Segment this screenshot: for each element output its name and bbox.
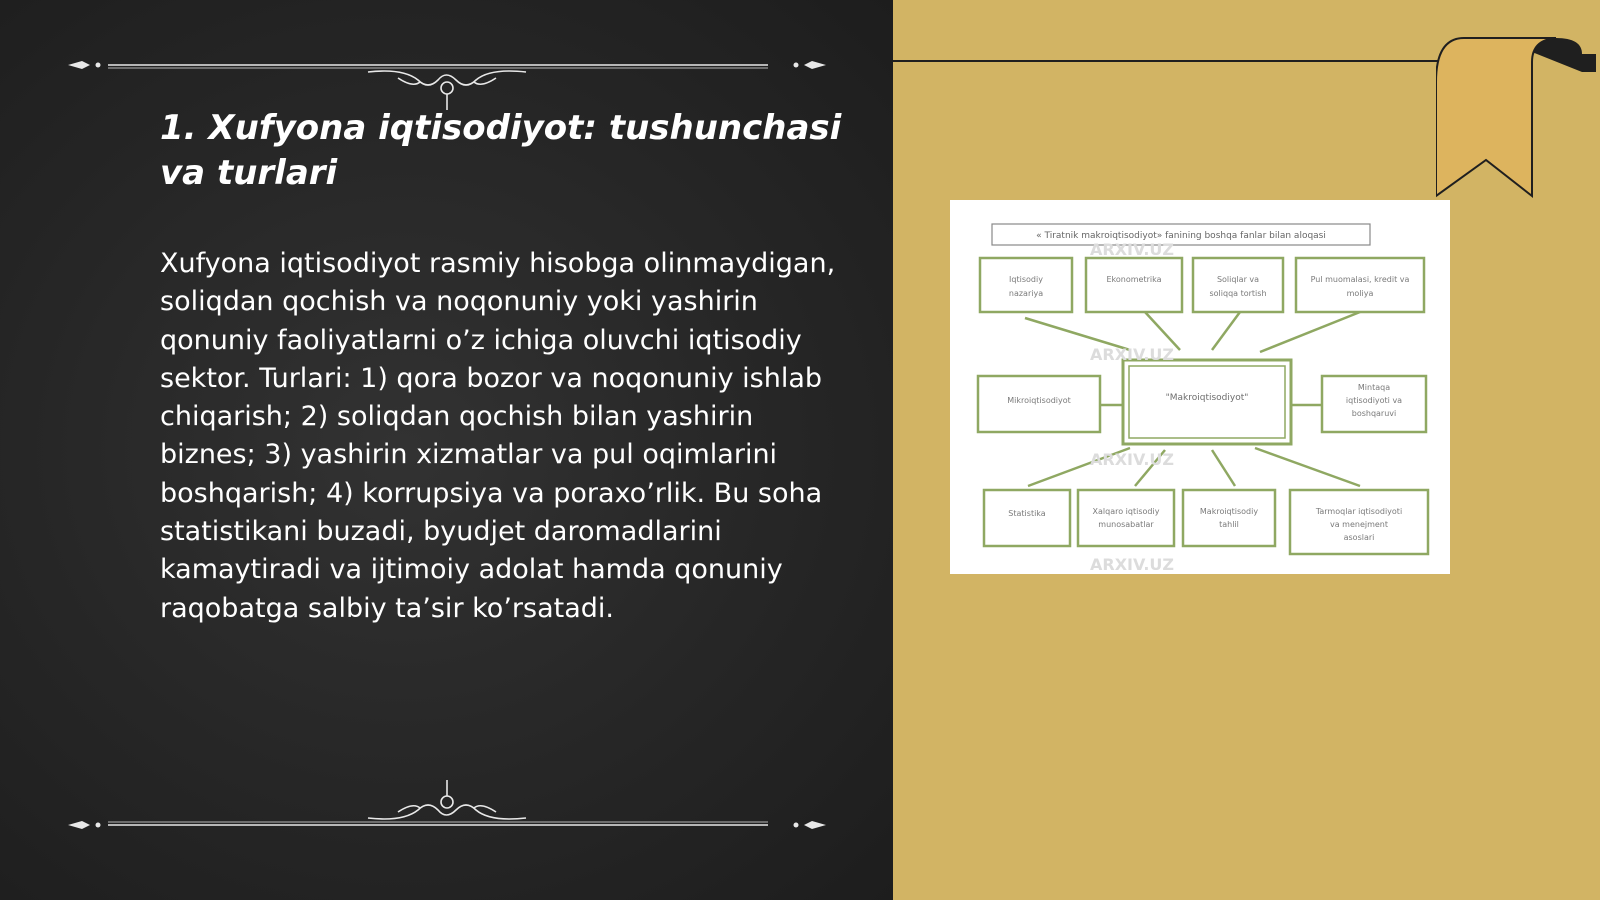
watermark-text-4: ARXIV.UZ <box>1090 555 1174 574</box>
node-top-3: Soliqlar va <box>1216 275 1260 284</box>
watermark-text-3: ARXIV.UZ <box>1090 450 1174 469</box>
node-bottom-3: Makroiqtisodiy <box>1199 507 1259 516</box>
bottom-ornament-divider <box>68 772 826 832</box>
watermark-text-1: ARXIV.UZ <box>1090 240 1174 259</box>
node-bottom-2: Xalqaro iqtisodiy <box>1092 507 1160 516</box>
node-top-4: Pul muomalasi, kredit va <box>1310 275 1410 284</box>
node-bottom-2-line2: munosabatlar <box>1098 520 1154 529</box>
node-bottom-4: Tarmoqlar iqtisodiyoti <box>1315 507 1403 516</box>
node-top-4-line2: moliya <box>1346 289 1374 298</box>
node-bottom-4-line2: va menejment <box>1329 520 1389 529</box>
relationship-diagram <box>950 200 1450 574</box>
node-bottom-1: Statistika <box>1008 509 1046 518</box>
node-top-1-line2: nazariya <box>1008 289 1044 298</box>
node-left: Mikroiqtisodiyot <box>1007 396 1071 405</box>
slide-body-text: Xufyona iqtisodiyot rasmiy hisobga olinmaydigan, soliqdan qochish va noqonuniy yoki yashirin qonuniy faoliyatlarni o’z ichiga oluvchi iqtisodiy sektor. Turlari: 1) qora bozor va noqonuniy ishlab chiqarish; 2) soliqdan qochish bilan yashirin biznes; 3) yashirin xizmatlar va pul oqimlarini boshqarish; 4) korrupsiya va poraxo’rlik. Bu soha statistikani buzadi, byudjet daromadlarini kamaytiradi va ijtimoiy adolat hamda qonuniy raqobatga salbiy ta’sir ko’rsatadi. <box>160 248 836 624</box>
node-top-2: Ekonometrika <box>1106 275 1162 284</box>
horizontal-rule <box>893 60 1438 62</box>
diagram-image <box>950 200 1450 574</box>
bookmark-ribbon-icon <box>1436 32 1596 202</box>
node-top-1: Iqtisodiy <box>1009 275 1043 284</box>
slide-title: 1. Xufyona iqtisodiyot: tushunchasi va turlari <box>160 108 842 193</box>
diagram-header: « Tiratnik makroiqtisodiyot» fanining boshqa fanlar bilan aloqasi <box>1036 231 1326 241</box>
watermark-text-2: ARXIV.UZ <box>1090 345 1174 364</box>
node-right-line2: iqtisodiyoti va <box>1345 396 1403 405</box>
node-right: Mintaqa <box>1357 383 1391 392</box>
node-bottom-3-line2: tahlil <box>1219 520 1239 529</box>
node-right-line3: boshqaruvi <box>1351 409 1397 418</box>
diagram-center-node: "Makroiqtisodiyot" <box>1165 393 1249 403</box>
node-top-3-line2: soliqqa tortish <box>1209 289 1267 298</box>
node-bottom-4-line3: asoslari <box>1343 533 1375 542</box>
